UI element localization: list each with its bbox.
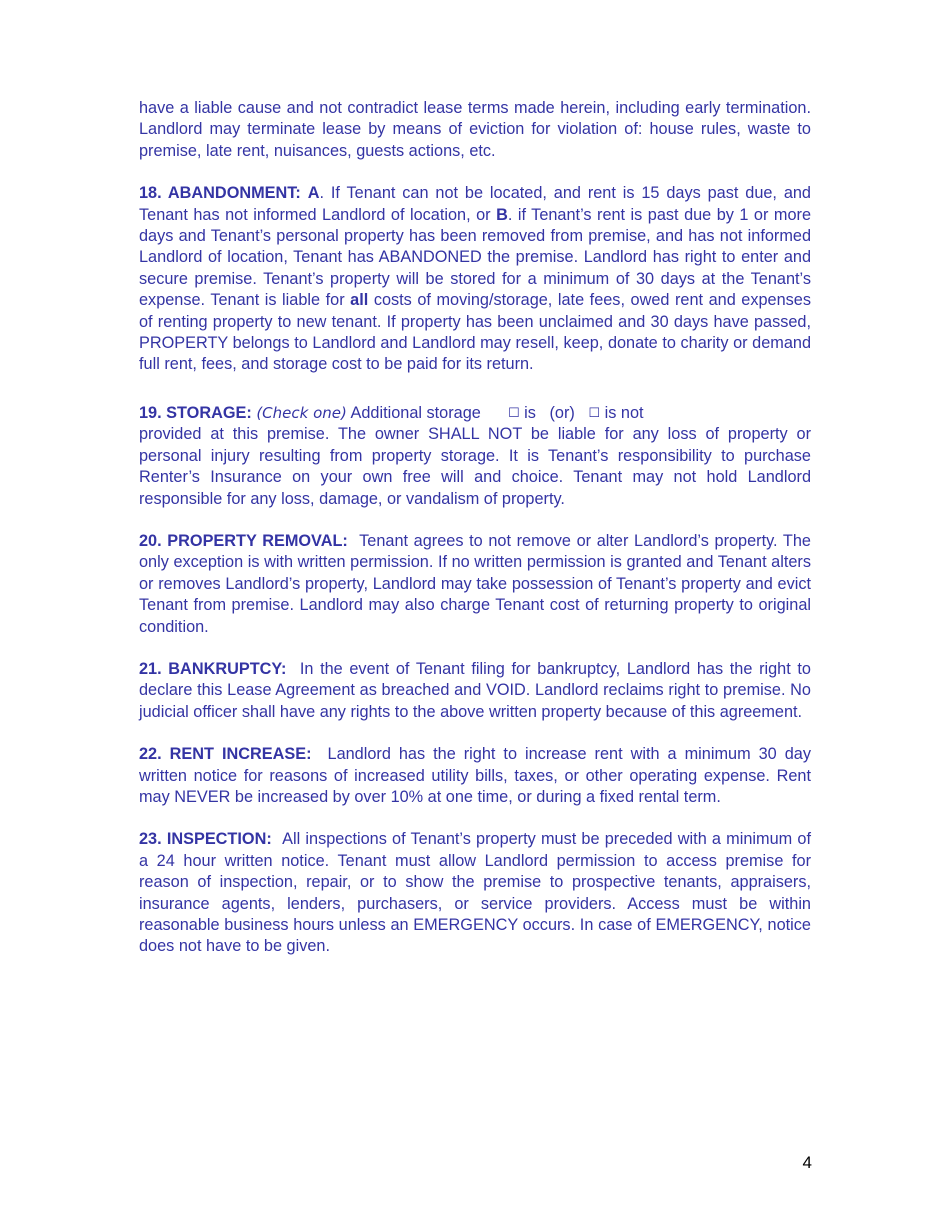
page-number: 4 [802,1153,812,1172]
checkbox-is-not[interactable]: ☐ [588,405,601,421]
section-19-storage [139,403,811,510]
lease-page-body [139,98,811,958]
section-20-property-removal [139,531,811,638]
section-18-text-2: . if Tenant’s rent is past due by 1 or more days and Tenant’s personal property has been removed from premise, and has not informed Landlord of location, Tenant has ABANDONED the premise. Landlord has right to enter and secure premise. Tenant’s property will be stored for a minimum of 30 days at the Tenant’s expense. Tenant is liable for [139,205,811,310]
section-20-heading: 20. PROPERTY REMOVAL: [139,531,348,550]
option-is-not-label: is not [604,403,644,422]
storage-lead-text: Additional storage [350,403,481,422]
section-22-rent-increase [139,744,811,808]
section-19-text: provided at this premise. The owner SHALL NOT be liable for any loss of property or personal injury resulting from property storage. It is Tenant’s responsibility to purchase Renter’s Insurance on your own free will and choice. Tenant may not hold Landlord responsible for any loss, damage, or vandalism of property. [139,425,811,508]
or-label: (or) [549,403,575,422]
intro-text: have a liable cause and not contradict lease terms made herein, including early termination. Landlord may terminate lease by means of eviction for violation of: house rules, waste to premise, late rent, nuisances, guests actions, etc. [139,99,811,160]
section-21-text: In the event of Tenant filing for bankruptcy, Landlord has the right to declare this Lease Agreement as breached and VOID. Landlord reclaims right to premise. No judicial officer shall have any rights to the above written property because of this agreement. [139,659,811,721]
section-22-text: Landlord has the right to increase rent with a minimum 30 day written notice for reasons of increased utility bills, taxes, or other operating expense. Rent may NEVER be increased by over 10% at one time, or during a fixed rental term. [139,745,811,806]
section-19-heading: 19. STORAGE: [139,403,252,422]
section-18-abandonment [139,183,811,376]
section-22-heading: 22. RENT INCREASE: [139,745,312,764]
clause-b-label: B [496,205,508,224]
section-23-text: All inspections of Tenant’s property must be preceded with a minimum of a 24 hour written notice. Tenant must allow Landlord permission to access premise for reason of inspection, repair, or to show the premise to prospective tenants, appraisers, insurance agents, lenders, purchasers, or service providers. Access must be within reasonable business hours unless an EMERGENCY occurs. In case of EMERGENCY, notice does not have to be given. [139,830,811,956]
section-21-heading: 21. BANKRUPTCY: [139,659,287,678]
storage-check-line [139,403,811,424]
section-18-text-1: . If Tenant can not be located, and rent is 15 days past due, and Tenant has not informed Landlord of location, or [139,184,811,224]
option-is-label: is [524,403,536,422]
emphasis-all: all [350,291,369,310]
section-18-heading: 18. ABANDONMENT: [139,184,301,203]
check-one-instruction: (Check one) [256,403,347,422]
section-23-inspection [139,829,811,957]
intro-paragraph [139,98,811,162]
section-23-heading: 23. INSPECTION: [139,830,272,849]
section-20-text: Tenant agrees to not remove or alter Landlord’s property. The only exception is with written permission. If no written permission is granted and Tenant alters or removes Landlord’s property, Landlord may take possession of Tenant’s property and evict Tenant from premise. Landlord may also charge Tenant cost of returning property to original condition. [139,531,811,636]
section-18-text-3: costs of moving/storage, late fees, owed rent and expenses of renting property to new tenant. If property has been unclaimed and 30 days have passed, PROPERTY belongs to Landlord and Landlord may resell, keep, donate to charity or demand full rent, fees, and storage cost to be paid for its return. [139,291,811,374]
section-19-body [139,424,811,510]
section-21-bankruptcy [139,659,811,723]
checkbox-is[interactable]: ☐ [507,405,520,421]
clause-a-label: A [307,184,320,203]
